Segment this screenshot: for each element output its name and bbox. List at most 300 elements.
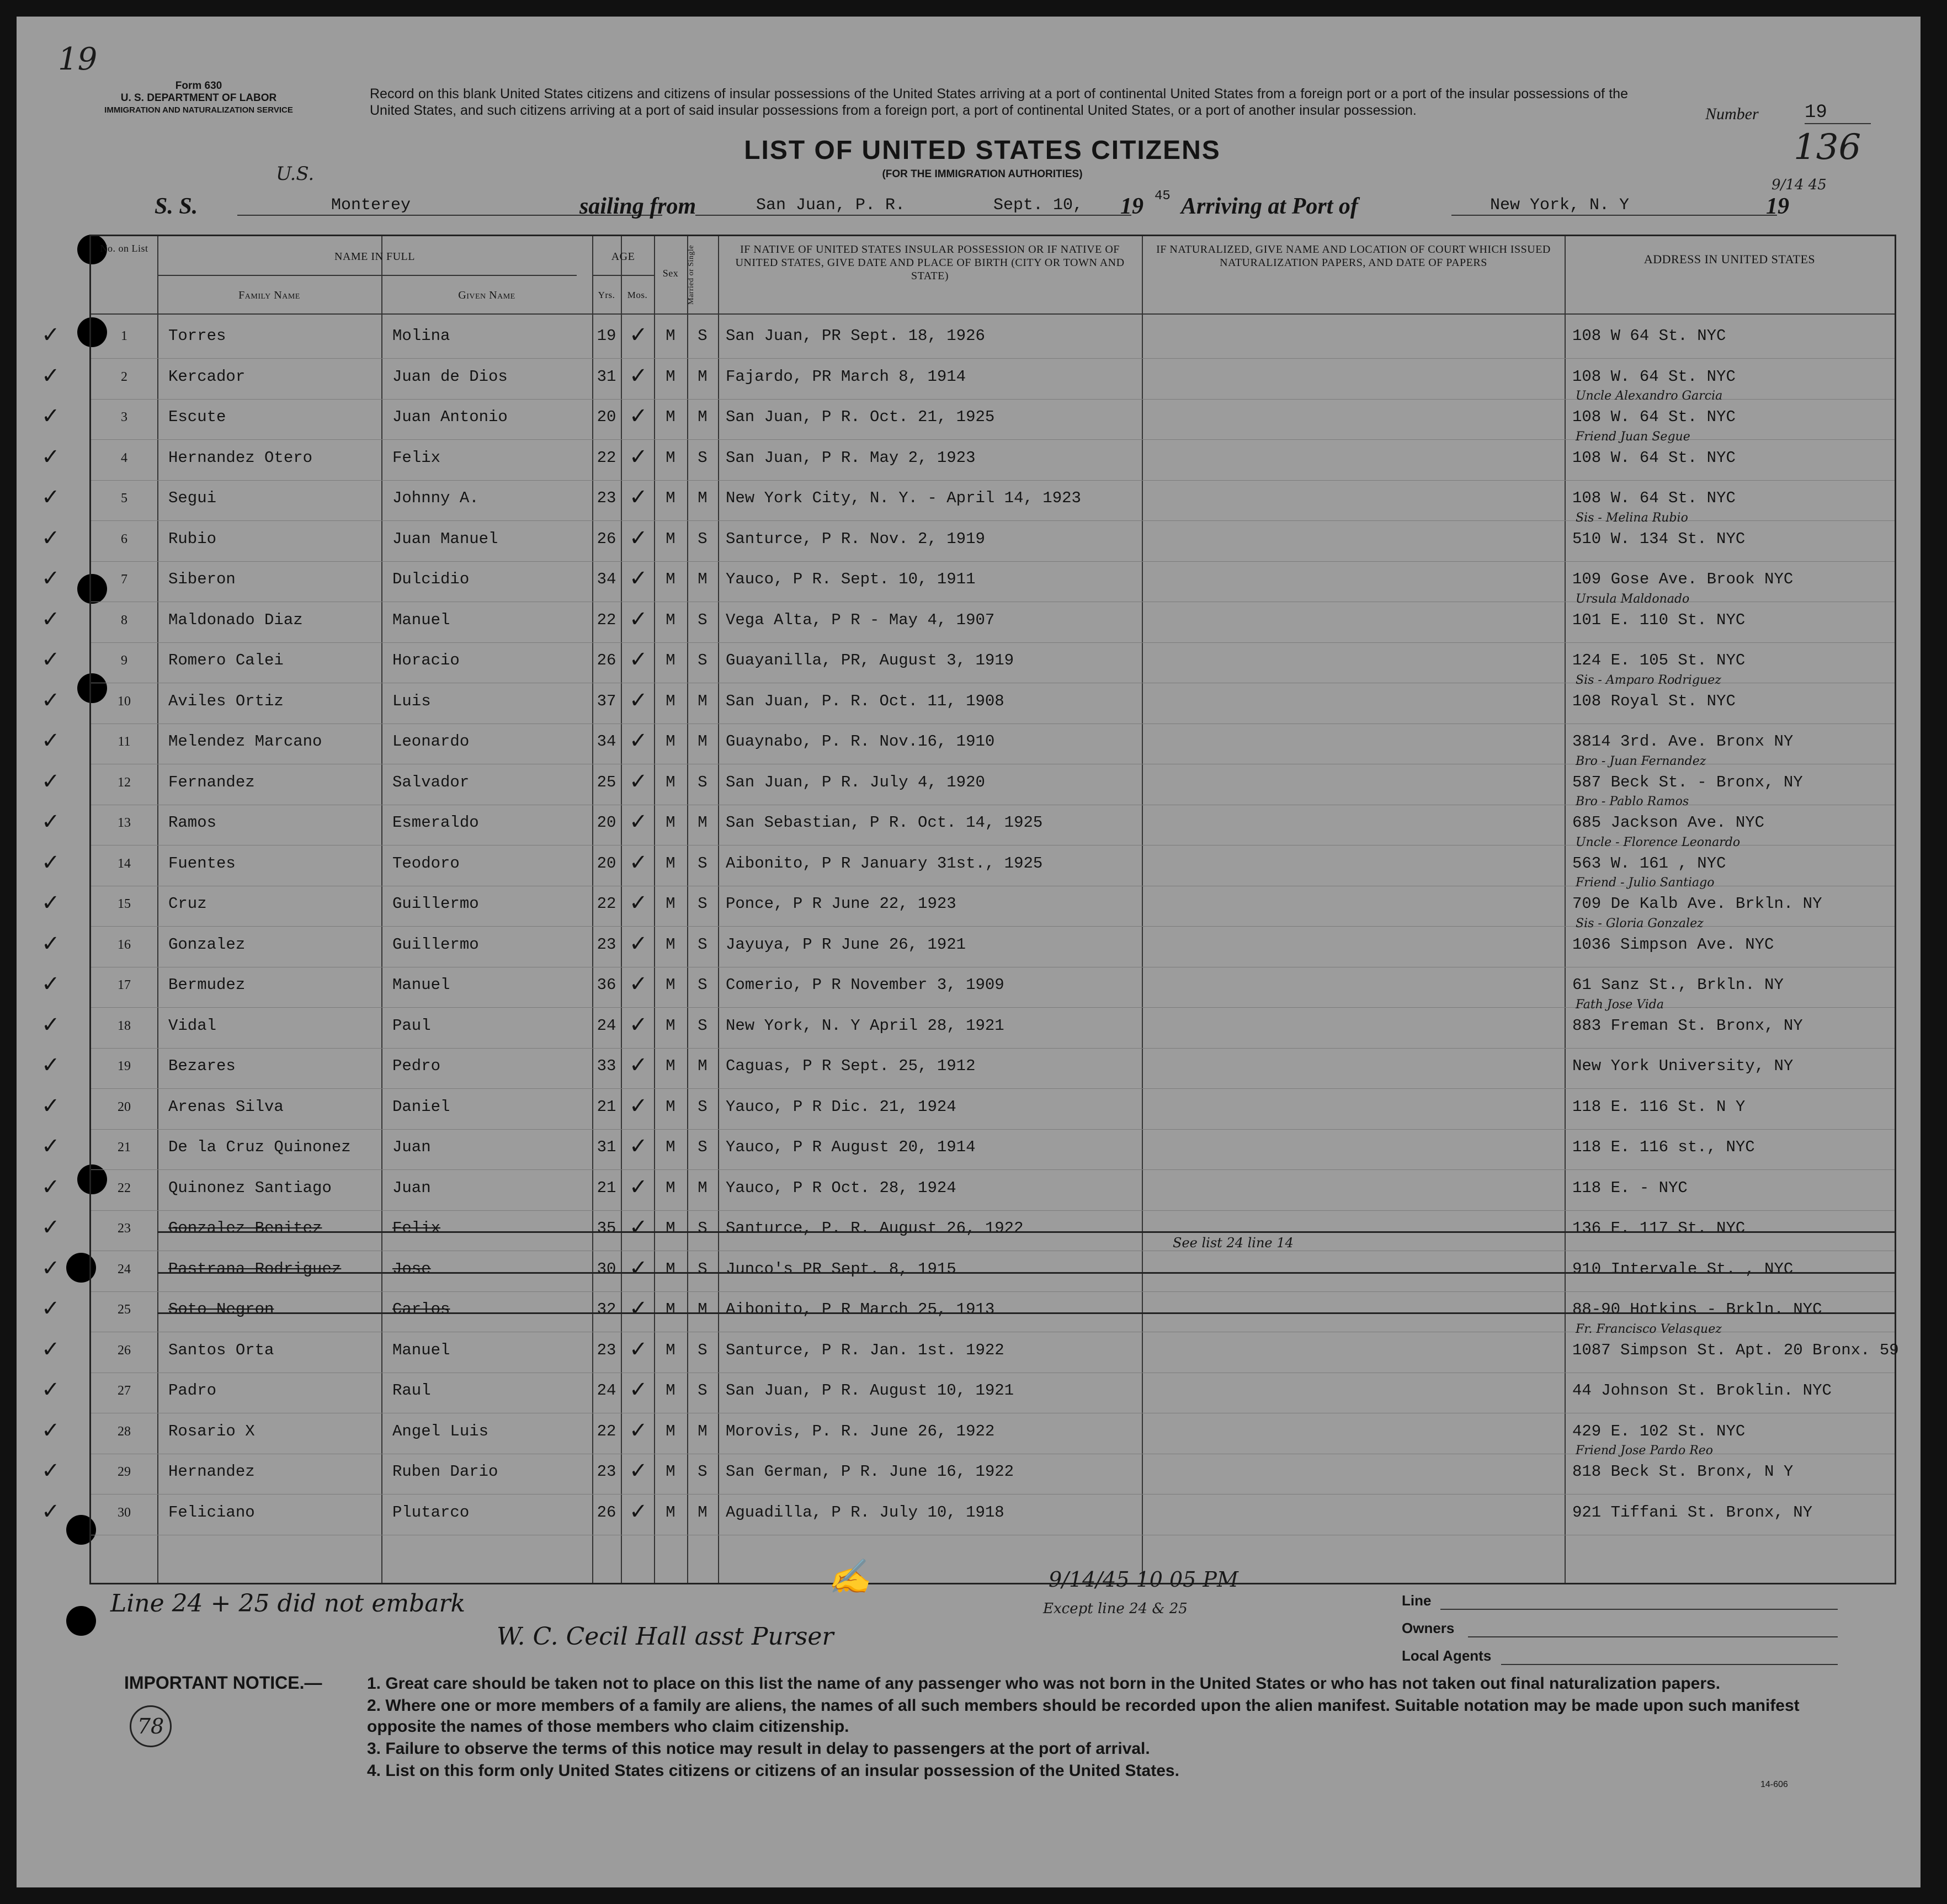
cell-no: 19 [118, 1059, 131, 1073]
header-age: AGE [611, 251, 635, 263]
cell-ms: S [698, 1259, 707, 1278]
cell-ms: M [698, 1178, 707, 1197]
cell-no: 8 [121, 613, 127, 627]
month-check-mark: ✓ [629, 1134, 648, 1159]
cell-birth: Fajardo, PR March 8, 1914 [726, 367, 966, 386]
cell-birth: Ponce, P R June 22, 1923 [726, 895, 956, 913]
cell-birth: Santurce, P. R. August 26, 1922 [726, 1219, 1024, 1237]
cell-given: Carlos [392, 1300, 450, 1318]
address-handwritten-note: Sis - Gloria Gonzalez [1576, 916, 1704, 930]
month-check-mark: ✓ [629, 606, 648, 632]
cell-address: 136 E. 117 St. NYC [1572, 1219, 1746, 1237]
cell-age: 19 [597, 327, 616, 345]
cell-ms: M [698, 692, 707, 710]
cell-family: Romero Calei [168, 651, 284, 669]
margin-check-mark: ✓ [41, 809, 60, 834]
cell-ms: M [698, 1300, 707, 1318]
cell-sex: M [666, 1138, 675, 1156]
cell-given: Raul [392, 1381, 431, 1400]
cell-birth: Caguas, P R Sept. 25, 1912 [726, 1057, 976, 1075]
cell-given: Felix [392, 1219, 441, 1237]
address-handwritten-note: Bro - Juan Fernandez [1576, 754, 1706, 768]
cell-age: 22 [597, 610, 616, 629]
cell-family: Ramos [168, 813, 217, 832]
cell-age: 34 [597, 570, 616, 588]
cell-birth: Junco's PR Sept. 8, 1915 [726, 1259, 956, 1278]
service-name: IMMIGRATION AND NATURALIZATION SERVICE [104, 105, 293, 115]
header-name-in-full: NAME IN FULL [334, 251, 415, 263]
cell-ms: M [698, 1422, 707, 1440]
cell-sex: M [666, 570, 675, 588]
cell-sex: M [666, 1016, 675, 1035]
cell-address: 818 Beck St. Bronx, N Y [1572, 1462, 1794, 1481]
cell-sex: M [666, 1341, 675, 1359]
cell-birth: Yauco, P R Dic. 21, 1924 [726, 1097, 956, 1116]
cell-address: 108 W 64 St. NYC [1572, 327, 1726, 345]
cell-address: 118 E. 116 St. N Y [1572, 1097, 1746, 1116]
cell-address: 101 E. 110 St. NYC [1572, 610, 1746, 629]
notice-item: 3. Failure to observe the terms of this notice may result in delay to passengers at the port of arrival. [367, 1740, 1150, 1758]
cell-family: Cruz [168, 895, 207, 913]
cell-sex: M [666, 448, 675, 467]
header-no-on-list: No. on List [100, 243, 148, 254]
margin-check-mark: ✓ [41, 1296, 60, 1321]
cell-age: 34 [597, 732, 616, 751]
table-row [41, 1374, 1895, 1413]
table-row [41, 916, 1895, 967]
cell-no: 21 [118, 1140, 131, 1155]
month-check-mark: ✓ [629, 1377, 648, 1402]
cell-address: 109 Gose Ave. Brook NYC [1572, 570, 1794, 588]
cell-no: 28 [118, 1424, 131, 1439]
margin-check-mark: ✓ [41, 890, 60, 916]
table-row [41, 1049, 1895, 1089]
margin-check-mark: ✓ [41, 1215, 60, 1240]
cell-sex: M [666, 1057, 675, 1075]
table-row [41, 1322, 1899, 1373]
cell-no: 15 [118, 897, 131, 911]
cell-birth: Morovis, P. R. June 26, 1922 [726, 1422, 995, 1440]
cell-no: 9 [121, 653, 127, 668]
cell-no: 12 [118, 775, 131, 790]
cell-no: 20 [118, 1099, 131, 1114]
table-row [41, 673, 1895, 724]
cell-birth: Guayanilla, PR, August 3, 1919 [726, 651, 1014, 669]
cell-sex: M [666, 327, 675, 345]
cell-sex: M [666, 1503, 675, 1522]
strike-line [157, 1231, 1895, 1233]
cell-given: Juan [392, 1178, 431, 1197]
margin-check-mark: ✓ [41, 1052, 60, 1078]
cell-given: Daniel [392, 1097, 450, 1116]
cell-given: Guillermo [392, 895, 479, 913]
cell-ms: S [698, 976, 707, 994]
cell-family: Gonzalez [168, 935, 246, 954]
cell-given: Teodoro [392, 854, 460, 873]
cell-age: 31 [597, 367, 616, 386]
cell-age: 26 [597, 529, 616, 548]
cell-sex: M [666, 529, 675, 548]
month-check-mark: ✓ [629, 971, 648, 997]
cell-given: Ruben Dario [392, 1462, 498, 1481]
cell-address: 510 W. 134 St. NYC [1572, 529, 1746, 548]
form-instructions: Record on this blank United States citizens and citizens of insular possessions of the United States arriving at a port of continental United States from a foreign port or a port of the insular possessions of the United States, and such citizens arriving at a port of said insular possessions from a foreign port, a port of continental United States, or a port of another insular possession. [370, 86, 1628, 118]
cell-sex: M [666, 1259, 675, 1278]
cell-sex: M [666, 1097, 675, 1116]
cell-no: 6 [121, 531, 127, 546]
cell-address: 709 De Kalb Ave. Brkln. NY [1572, 895, 1822, 913]
cell-family: Hernandez Otero [168, 448, 313, 467]
cell-birth: Santurce, P R. Nov. 2, 1919 [726, 529, 985, 548]
month-check-mark: ✓ [629, 1093, 648, 1119]
cell-family: Fuentes [168, 854, 236, 873]
cell-family: Torres [168, 327, 226, 345]
cell-sex: M [666, 692, 675, 710]
cell-family: Arenas Silva [168, 1097, 284, 1116]
month-check-mark: ✓ [629, 647, 648, 672]
cell-given: Juan Antonio [392, 408, 508, 426]
month-check-mark: ✓ [629, 768, 648, 794]
cell-sex: M [666, 773, 675, 791]
cell-family: Soto Negron [168, 1300, 274, 1318]
cell-age: 32 [597, 1300, 616, 1318]
table-row [41, 319, 1895, 359]
table-row [41, 429, 1895, 481]
cell-address: 108 W. 64 St. NYC [1572, 367, 1736, 386]
ss-label: S. S. [155, 194, 198, 219]
cell-no: 16 [118, 937, 131, 952]
margin-check-mark: ✓ [41, 1255, 60, 1281]
margin-check-mark: ✓ [41, 728, 60, 753]
cell-family: Pastrana Rodriguez [168, 1259, 342, 1278]
margin-check-mark: ✓ [41, 687, 60, 713]
bottom-handwritten-note: Line 24 + 25 did not embark [110, 1589, 466, 1618]
margin-check-mark: ✓ [41, 1093, 60, 1119]
cell-ms: M [698, 570, 707, 588]
cell-ms: M [698, 813, 707, 832]
address-handwritten-note: Fath Jose Vida [1576, 997, 1664, 1012]
form-title: LIST OF UNITED STATES CITIZENS [744, 136, 1221, 165]
form-subtitle: (FOR THE IMMIGRATION AUTHORITIES) [882, 168, 1083, 180]
month-check-mark: ✓ [629, 849, 648, 875]
table-row [41, 1171, 1895, 1211]
strike-line [157, 1272, 1895, 1274]
cell-no: 23 [118, 1221, 131, 1236]
cell-age: 24 [597, 1381, 616, 1400]
cell-no: 7 [121, 572, 127, 587]
cell-given: Luis [392, 692, 431, 710]
table-row [41, 1211, 1895, 1251]
margin-check-mark: ✓ [41, 1336, 60, 1362]
us-handwritten: U.S. [276, 163, 315, 185]
cell-address: 1036 Simpson Ave. NYC [1572, 935, 1774, 954]
notice-item: 4. List on this form only United States citizens or citizens of an insular possession of the United States. [367, 1762, 1179, 1780]
cell-age: 20 [597, 408, 616, 426]
cell-no: 5 [121, 491, 127, 506]
local-agents-field-label: Local Agents [1402, 1647, 1492, 1664]
form-number: Form 630 [175, 80, 222, 92]
margin-check-mark: ✓ [41, 606, 60, 632]
month-check-mark: ✓ [629, 403, 648, 429]
month-check-mark: ✓ [629, 444, 648, 470]
cell-no: 25 [118, 1302, 131, 1317]
arriving-label: Arriving at Port of [1181, 194, 1358, 219]
cell-address: 88-90 Hotkins - Brkln. NYC [1572, 1300, 1822, 1318]
handwritten-number: 136 [1794, 127, 1861, 168]
month-check-mark: ✓ [629, 809, 648, 834]
margin-check-mark: ✓ [41, 566, 60, 591]
cell-given: Dulcidio [392, 570, 470, 588]
header-years: Yrs. [598, 290, 615, 300]
cell-given: Leonardo [392, 732, 470, 751]
cell-given: Guillermo [392, 935, 479, 954]
cell-address: 118 E. - NYC [1572, 1178, 1688, 1197]
cell-birth: Aibonito, P R March 25, 1913 [726, 1300, 995, 1318]
punch-hole [66, 1606, 96, 1636]
cell-birth: Yauco, P R August 20, 1914 [726, 1138, 976, 1156]
header-married-single: Married or Single [687, 244, 695, 305]
notice-item: 2. Where one or more members of a family are aliens, the names of all such members should be recorded upon the alien manifest. Suitable notation may be made upon such manifest opposite the names of those members who claim citizenship. [367, 1696, 1800, 1736]
cell-family: Feliciano [168, 1503, 255, 1522]
cell-family: Gonzalez Benitez [168, 1219, 322, 1237]
cell-ms: S [698, 651, 707, 669]
cell-age: 23 [597, 935, 616, 954]
cell-address: 883 Freman St. Bronx, NY [1572, 1016, 1803, 1035]
cell-address: 429 E. 102 St. NYC [1572, 1422, 1746, 1440]
cell-no: 29 [118, 1465, 131, 1479]
cell-no: 24 [118, 1262, 131, 1277]
cell-sex: M [666, 1219, 675, 1237]
cell-given: Felix [392, 448, 441, 467]
month-check-mark: ✓ [629, 1255, 648, 1281]
table-row [41, 1496, 1895, 1535]
cell-no: 11 [118, 735, 131, 749]
cell-ms: M [698, 1503, 707, 1522]
cell-age: 23 [597, 489, 616, 507]
cell-given: Johnny A. [392, 489, 479, 507]
cell-ms: S [698, 1219, 707, 1237]
cell-family: Maldonado Diaz [168, 610, 303, 629]
cell-age: 22 [597, 895, 616, 913]
cell-age: 30 [597, 1259, 616, 1278]
table-row [41, 592, 1895, 643]
purser-signature-note: W. C. Cecil Hall asst Purser [497, 1623, 834, 1651]
cell-address: 685 Jackson Ave. NYC [1572, 813, 1765, 832]
cell-no: 27 [118, 1384, 131, 1398]
cell-ms: M [698, 367, 707, 386]
cell-address: 587 Beck St. - Bronx, NY [1572, 773, 1803, 791]
margin-check-mark: ✓ [41, 768, 60, 794]
cell-ms: S [698, 773, 707, 791]
cell-sex: M [666, 408, 675, 426]
cell-age: 33 [597, 1057, 616, 1075]
address-handwritten-note: Friend Juan Segue [1576, 429, 1690, 444]
margin-check-mark: ✓ [41, 1417, 60, 1443]
cell-sex: M [666, 1381, 675, 1400]
address-handwritten-note: Friend Jose Pardo Reo [1576, 1444, 1714, 1458]
cell-birth: San Sebastian, P R. Oct. 14, 1925 [726, 813, 1043, 832]
row23-naturalization-note: See list 24 line 14 [1173, 1235, 1294, 1251]
margin-check-mark: ✓ [41, 647, 60, 672]
cell-address: 118 E. 116 st., NYC [1572, 1138, 1755, 1156]
cell-given: Angel Luis [392, 1422, 489, 1440]
cell-given: Salvador [392, 773, 470, 791]
cell-sex: M [666, 1422, 675, 1440]
cell-sex: M [666, 895, 675, 913]
cell-ms: S [698, 854, 707, 873]
cell-sex: M [666, 1462, 675, 1481]
month-check-mark: ✓ [629, 728, 648, 753]
cell-age: 24 [597, 1016, 616, 1035]
cell-family: De la Cruz Quinonez [168, 1138, 351, 1156]
cell-family: Melendez Marcano [168, 732, 322, 751]
cell-ms: S [698, 1138, 707, 1156]
table-row [41, 1252, 1895, 1292]
month-check-mark: ✓ [629, 1174, 648, 1200]
cell-address: 108 W. 64 St. NYC [1572, 489, 1736, 507]
cell-age: 23 [597, 1462, 616, 1481]
cell-age: 26 [597, 1503, 616, 1522]
margin-check-mark: ✓ [41, 971, 60, 997]
cell-ms: S [698, 1462, 707, 1481]
cell-age: 21 [597, 1097, 616, 1116]
cell-age: 22 [597, 1422, 616, 1440]
cell-age: 37 [597, 692, 616, 710]
margin-check-mark: ✓ [41, 403, 60, 429]
number-label: Number [1705, 105, 1759, 123]
cell-age: 20 [597, 813, 616, 832]
cell-given: Manuel [392, 1341, 450, 1359]
address-handwritten-note: Ursula Maldonado [1576, 592, 1690, 606]
cell-family: Quinonez Santiago [168, 1178, 332, 1197]
cell-address: 1087 Simpson St. Apt. 20 Bronx. 59 [1572, 1341, 1899, 1359]
margin-check-mark: ✓ [41, 1458, 60, 1483]
cell-ms: S [698, 610, 707, 629]
margin-check-mark: ✓ [41, 1174, 60, 1200]
cell-sex: M [666, 1300, 675, 1318]
address-handwritten-note: Fr. Francisco Velasquez [1576, 1322, 1722, 1336]
cell-age: 35 [597, 1219, 616, 1237]
cell-birth: Guaynabo, P. R. Nov.16, 1910 [726, 732, 995, 751]
month-check-mark: ✓ [629, 890, 648, 916]
cell-family: Rubio [168, 529, 217, 548]
cell-family: Fernandez [168, 773, 255, 791]
notice-label: IMPORTANT NOTICE.— [124, 1673, 322, 1693]
cell-given: Paul [392, 1016, 431, 1035]
header-address: ADDRESS IN UNITED STATES [1643, 252, 1816, 266]
owners-field-label: Owners [1402, 1620, 1455, 1636]
cell-birth: Aibonito, P R January 31st., 1925 [726, 854, 1043, 873]
cell-address: 124 E. 105 St. NYC [1572, 651, 1746, 669]
cell-given: Plutarco [392, 1503, 470, 1522]
form-identifier [94, 80, 304, 116]
margin-check-mark: ✓ [41, 1134, 60, 1159]
cell-no: 17 [118, 978, 131, 992]
cell-address: 61 Sanz St., Brkln. NY [1572, 976, 1784, 994]
month-check-mark: ✓ [629, 1336, 648, 1362]
cell-birth: San Juan, P R. May 2, 1923 [726, 448, 976, 467]
header-place-of-birth: IF NATIVE OF UNITED STATES INSULAR POSSESSION OR IF NATIVE OF UNITED STATES, GIVE DATE AND PLACE OF BIRTH (CITY OR TOWN AND STATE) [735, 243, 1125, 282]
department-name: U. S. DEPARTMENT OF LABOR [120, 92, 277, 104]
table-row [41, 997, 1895, 1049]
sailing-from-label: sailing from [579, 194, 696, 219]
notice-item: 1. Great care should be taken not to place on this list the name of any passenger who was not born in the United States or who has not taken out final naturalization papers. [367, 1674, 1721, 1693]
address-handwritten-note: Uncle Alexandro Garcia [1576, 389, 1723, 403]
month-check-mark: ✓ [629, 566, 648, 591]
cell-birth: San Juan, PR Sept. 18, 1926 [726, 327, 985, 345]
cell-age: 26 [597, 651, 616, 669]
month-check-mark: ✓ [629, 1296, 648, 1321]
cell-address: 910 Intervale St. , NYC [1572, 1259, 1794, 1278]
signature: ✍ [828, 1556, 871, 1597]
cell-no: 13 [118, 816, 131, 830]
circled-number: 78 [130, 1705, 172, 1747]
address-handwritten-note: Friend - Julio Santiago [1576, 876, 1715, 890]
month-check-mark: ✓ [629, 1458, 648, 1483]
cell-age: 22 [597, 448, 616, 467]
important-notice [124, 1672, 1868, 1783]
margin-check-mark: ✓ [41, 363, 60, 389]
arriving-port: New York, N. Y [1451, 196, 1777, 216]
sailing-from-port: San Juan, P. R. [695, 196, 1015, 216]
cell-birth: Jayuya, P R June 26, 1921 [726, 935, 966, 954]
cell-sex: M [666, 489, 675, 507]
cell-address: 44 Johnson St. Broklin. NYC [1572, 1381, 1832, 1400]
cell-birth: Santurce, P R. Jan. 1st. 1922 [726, 1341, 1004, 1359]
cell-birth: New York, N. Y April 28, 1921 [726, 1016, 1004, 1035]
cell-family: Aviles Ortiz [168, 692, 284, 710]
cell-age: 21 [597, 1178, 616, 1197]
cell-given: Manuel [392, 610, 450, 629]
month-check-mark: ✓ [629, 1052, 648, 1078]
month-check-mark: ✓ [629, 1215, 648, 1240]
cell-no: 2 [121, 369, 127, 384]
signature-date: 9/14/45 10 05 PM [1049, 1567, 1238, 1592]
address-handwritten-note: Bro - Pablo Ramos [1576, 795, 1689, 809]
cell-ms: S [698, 895, 707, 913]
header-family-name: Family Name [238, 289, 300, 301]
cell-family: Rosario X [168, 1422, 255, 1440]
line-field-label: Line [1402, 1592, 1432, 1609]
cell-ms: S [698, 448, 707, 467]
month-check-mark: ✓ [629, 687, 648, 713]
cell-family: Bermudez [168, 976, 246, 994]
cell-age: 31 [597, 1138, 616, 1156]
cell-given: Horacio [392, 651, 460, 669]
cell-sex: M [666, 367, 675, 386]
cell-given: Molina [392, 327, 450, 345]
except-note: Except line 24 & 25 [1043, 1600, 1188, 1617]
bottom-form-code: 14-606 [1760, 1780, 1788, 1789]
cell-family: Santos Orta [168, 1341, 274, 1359]
cell-age: 20 [597, 854, 616, 873]
cell-sex: M [666, 935, 675, 954]
cell-no: 26 [118, 1343, 131, 1358]
cell-no: 14 [118, 856, 131, 871]
cell-birth: San Juan, P R. July 4, 1920 [726, 773, 985, 791]
month-check-mark: ✓ [629, 1498, 648, 1524]
cell-birth: San Juan, P R. Oct. 21, 1925 [726, 408, 995, 426]
cell-ms: S [698, 327, 707, 345]
cell-sex: M [666, 732, 675, 751]
cell-address: 563 W. 161 , NYC [1572, 854, 1726, 873]
cell-address: 108 Royal St. NYC [1572, 692, 1736, 710]
cell-family: Padro [168, 1381, 217, 1400]
cell-family: Hernandez [168, 1462, 255, 1481]
cell-ms: S [698, 1016, 707, 1035]
header-given-name: Given Name [458, 289, 515, 301]
cell-birth: San Juan, P R. August 10, 1921 [726, 1381, 1014, 1400]
